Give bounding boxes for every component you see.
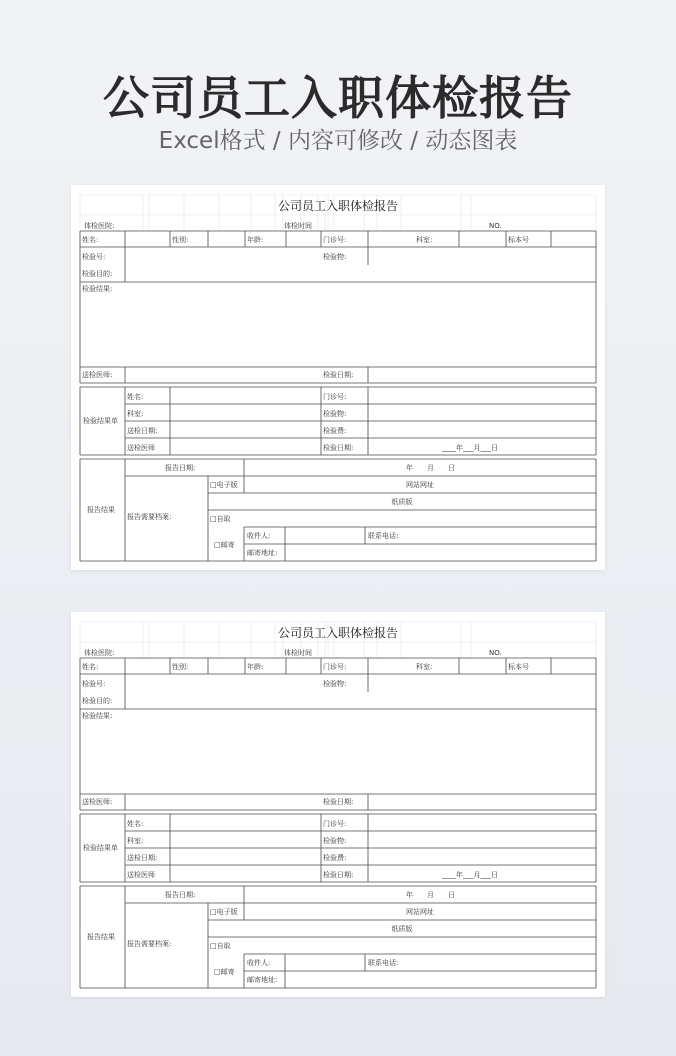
department-label: 科室: xyxy=(416,663,433,671)
test-result-label: 检验结果: xyxy=(82,285,113,293)
registration-right-label: 检验物: xyxy=(323,837,347,845)
registration-right-label: 检验日期: xyxy=(323,444,354,452)
registration-right-label: 门诊号: xyxy=(323,393,347,401)
exam-form xyxy=(71,185,605,570)
age-label: 年龄: xyxy=(247,663,264,671)
archive-needed-label: 报告需要档案: xyxy=(127,940,172,948)
name-label: 姓名: xyxy=(82,663,99,671)
recipient-label: 收件人: xyxy=(247,532,271,540)
age-label: 年龄: xyxy=(247,236,264,244)
no-label: NO. xyxy=(489,222,502,230)
electronic-option: □电子版 xyxy=(210,481,238,489)
clinic-no-label: 门诊号: xyxy=(323,663,347,671)
test-purpose-label: 检验目的: xyxy=(82,270,113,278)
exam-form xyxy=(71,612,605,997)
contact-label: 联系电话: xyxy=(368,532,399,540)
registration-left-label: 送检日期: xyxy=(127,427,158,435)
form-sheet-2 xyxy=(71,612,605,997)
registration-right-label: 检验费: xyxy=(323,427,347,435)
form-sheet-1 xyxy=(71,185,605,570)
hero-title: 公司员工入职体检报告 xyxy=(103,71,573,125)
paper-option: 纸质版 xyxy=(391,498,413,506)
sender-doctor-label: 送检医师: xyxy=(82,371,113,379)
gender-label: 性别: xyxy=(172,236,189,244)
self-pickup-option: □自取 xyxy=(210,515,231,523)
electronic-option: □电子版 xyxy=(210,908,238,916)
date-fill-blank: ____年___月___日 xyxy=(442,871,498,879)
report-date-label: 报告日期: xyxy=(165,891,196,899)
date-fill-blank: ____年___月___日 xyxy=(442,444,498,452)
exam-time-label: 体检时间 xyxy=(284,649,312,657)
report-result-label: 报告结果 xyxy=(87,506,115,514)
hero-subtitle: Excel格式 / 内容可修改 / 动态图表 xyxy=(158,128,518,154)
registration-left-label: 科室: xyxy=(127,837,144,845)
specimen-no-label: 标本号 xyxy=(508,663,529,671)
recipient-label: 收件人: xyxy=(247,959,271,967)
self-pickup-option: □自取 xyxy=(210,942,231,950)
address-label: 邮寄地址: xyxy=(247,549,278,557)
mail-option: □邮寄 xyxy=(214,968,235,976)
registration-label: 检验结果单 xyxy=(83,417,118,425)
name-label: 姓名: xyxy=(82,236,99,244)
hospital-label: 体检医院: xyxy=(84,649,115,657)
test-no-label: 检验号: xyxy=(82,253,106,261)
registration-right-label: 检验物: xyxy=(323,410,347,418)
test-item-label: 检验物: xyxy=(323,253,347,261)
registration-label: 检验结果单 xyxy=(83,844,118,852)
test-date-label: 检验日期: xyxy=(323,371,354,379)
gender-label: 性别: xyxy=(172,663,189,671)
paper-option: 纸质版 xyxy=(391,925,413,933)
registration-left-label: 送检医师 xyxy=(127,444,155,452)
registration-left-label: 科室: xyxy=(127,410,144,418)
test-purpose-label: 检验目的: xyxy=(82,697,113,705)
registration-left-label: 送检医师 xyxy=(127,871,155,879)
report-date-blank: 年 月 日 xyxy=(406,464,455,472)
registration-left-label: 姓名: xyxy=(127,820,144,828)
registration-right-label: 检验日期: xyxy=(323,871,354,879)
mail-option: □邮寄 xyxy=(214,541,235,549)
exam-time-label: 体检时间 xyxy=(284,222,312,230)
sender-doctor-label: 送检医师: xyxy=(82,798,113,806)
form-title: 公司员工入职体检报告 xyxy=(277,626,399,640)
registration-left-label: 姓名: xyxy=(127,393,144,401)
website-label: 网站网址 xyxy=(406,908,434,916)
form-title: 公司员工入职体检报告 xyxy=(277,199,399,213)
registration-right-label: 检验费: xyxy=(323,854,347,862)
archive-needed-label: 报告需要档案: xyxy=(127,513,172,521)
report-date-blank: 年 月 日 xyxy=(406,891,455,899)
specimen-no-label: 标本号 xyxy=(508,236,529,244)
registration-right-label: 门诊号: xyxy=(323,820,347,828)
registration-left-label: 送检日期: xyxy=(127,854,158,862)
test-no-label: 检验号: xyxy=(82,680,106,688)
department-label: 科室: xyxy=(416,236,433,244)
hospital-label: 体检医院: xyxy=(84,222,115,230)
clinic-no-label: 门诊号: xyxy=(323,236,347,244)
website-label: 网站网址 xyxy=(406,481,434,489)
report-date-label: 报告日期: xyxy=(165,464,196,472)
report-result-label: 报告结果 xyxy=(87,933,115,941)
address-label: 邮寄地址: xyxy=(247,976,278,984)
no-label: NO. xyxy=(489,649,502,657)
test-date-label: 检验日期: xyxy=(323,798,354,806)
test-result-label: 检验结果: xyxy=(82,712,113,720)
test-item-label: 检验物: xyxy=(323,680,347,688)
contact-label: 联系电话: xyxy=(368,959,399,967)
